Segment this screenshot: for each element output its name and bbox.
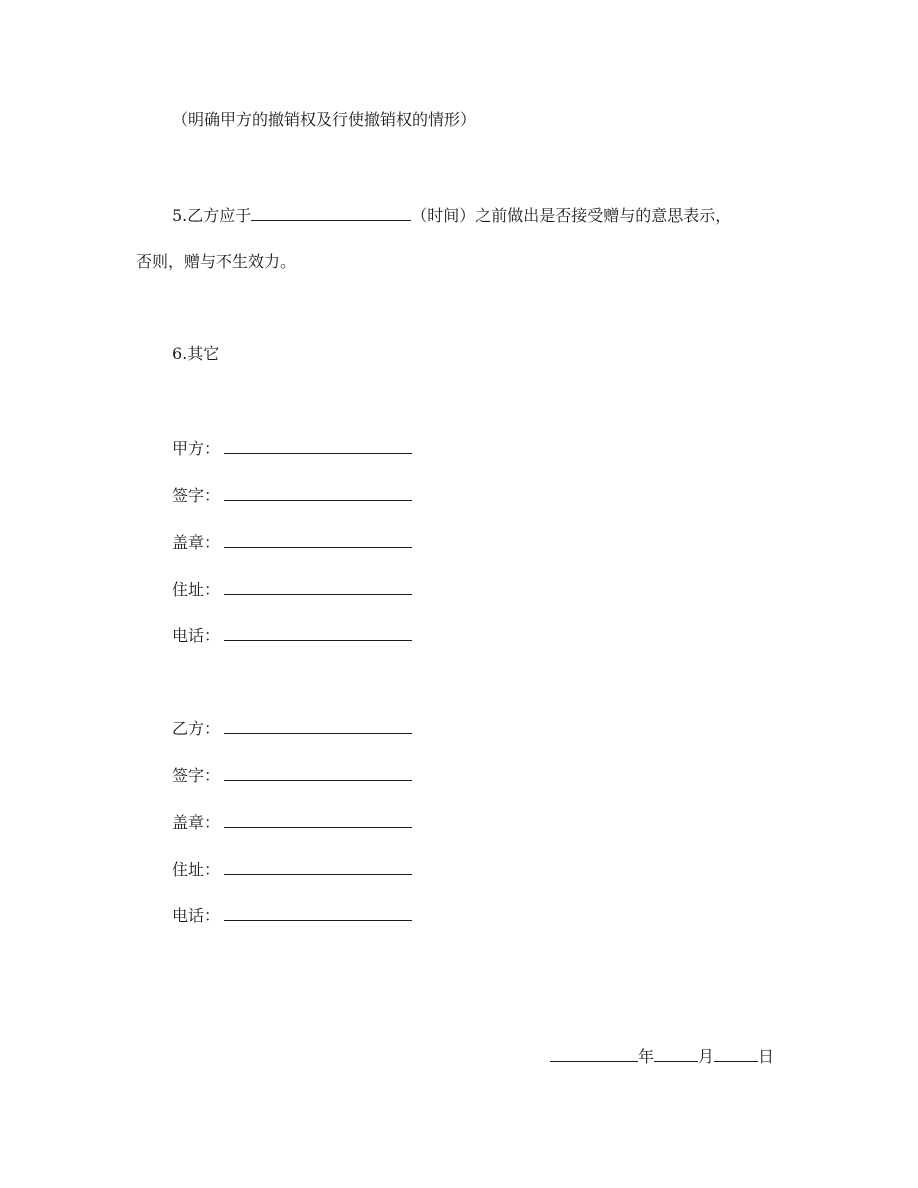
party-b-phone-row	[172, 904, 412, 926]
clause-5-line-2: 否则，赠与不生效力。	[136, 252, 297, 271]
party-b-phone-blank[interactable]	[224, 904, 412, 921]
party-b-sign-row	[172, 764, 412, 786]
party-a-seal-blank[interactable]	[224, 531, 412, 548]
party-a-blank[interactable]	[224, 437, 412, 454]
clause-5-prefix: 5.乙方应于	[172, 206, 252, 225]
party-b-address-label: 住址：	[172, 860, 221, 879]
revocation-note: （明确甲方的撤销权及行使撤销权的情形）	[172, 110, 477, 129]
party-a-row	[172, 437, 412, 459]
party-b-label: 乙方：	[172, 719, 221, 738]
clause-6-heading: 6.其它	[172, 344, 220, 363]
party-b-seal-blank[interactable]	[224, 811, 412, 828]
party-a-label: 甲方：	[172, 439, 221, 458]
date-year-blank[interactable]	[550, 1045, 638, 1062]
party-b-seal-label: 盖章：	[172, 813, 221, 832]
party-b-seal-row	[172, 811, 412, 833]
party-a-sign-blank[interactable]	[224, 484, 412, 501]
party-b-row	[172, 717, 412, 739]
date-month-blank[interactable]	[654, 1045, 698, 1062]
date-year-label: 年	[638, 1047, 655, 1066]
acceptance-deadline-blank[interactable]	[251, 204, 411, 221]
party-b-sign-blank[interactable]	[224, 764, 412, 781]
party-b-address-row	[172, 858, 412, 880]
party-b-address-blank[interactable]	[224, 858, 412, 875]
party-a-seal-row	[172, 531, 412, 553]
party-a-phone-label: 电话：	[172, 626, 221, 645]
date-month-label: 月	[698, 1047, 715, 1066]
party-a-address-label: 住址：	[172, 580, 221, 599]
party-b-phone-label: 电话：	[172, 906, 221, 925]
party-a-address-row	[172, 578, 412, 600]
party-a-phone-row	[172, 624, 412, 646]
party-a-sign-row	[172, 484, 412, 506]
party-a-seal-label: 盖章：	[172, 533, 221, 552]
clause-5-suffix: （时间）之前做出是否接受赠与的意思表示，	[411, 206, 732, 225]
party-a-sign-label: 签字：	[172, 486, 221, 505]
party-b-blank[interactable]	[224, 717, 412, 734]
date-day-label: 日	[758, 1047, 775, 1066]
party-a-phone-blank[interactable]	[224, 624, 412, 641]
signing-date	[550, 1045, 774, 1067]
party-a-address-blank[interactable]	[224, 578, 412, 595]
party-b-sign-label: 签字：	[172, 766, 221, 785]
clause-5-line-1	[172, 204, 731, 226]
date-day-blank[interactable]	[714, 1045, 758, 1062]
